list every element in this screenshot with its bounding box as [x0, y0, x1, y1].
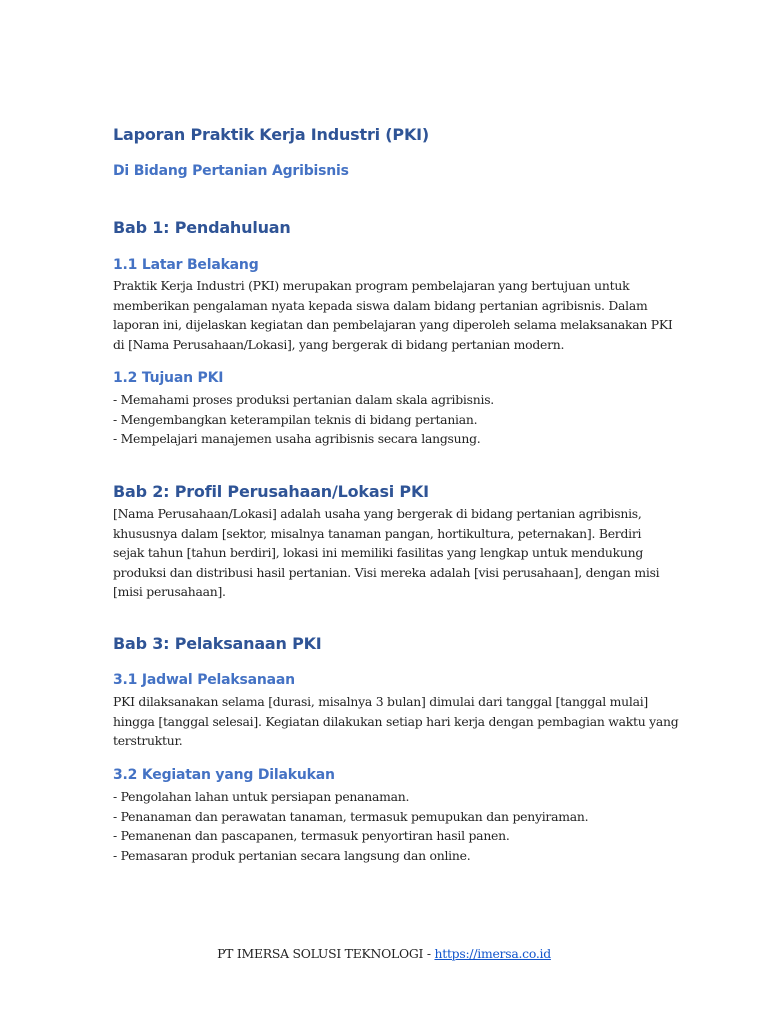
page-footer: [0, 946, 768, 961]
section-1-1-heading: 1.1 Latar Belakang: [113, 257, 259, 273]
section-1-2-list: [113, 390, 673, 449]
list-item: - Penanaman dan perawatan tanaman, termasuk pemupukan dan penyiraman.: [113, 808, 589, 824]
bab-2-paragraph: [113, 504, 673, 602]
section-3-2-list: [113, 787, 673, 865]
list-item: - Pengolahan lahan untuk persiapan penanaman.: [113, 789, 410, 804]
bab-2-heading: Bab 2: Profil Perusahaan/Lokasi PKI: [113, 482, 429, 501]
section-3-2-heading: 3.2 Kegiatan yang Dilakukan: [113, 767, 335, 783]
section-1-1-paragraph: [113, 276, 673, 354]
document-subtitle: Di Bidang Pertanian Agribisnis: [113, 163, 349, 179]
paragraph-line: hingga [tanggal selesai]. Kegiatan dilakukan setiap hari kerja dengan pembagian waktu yang: [113, 713, 679, 729]
list-item: - Mengembangkan keterampilan teknis di bidang pertanian.: [113, 411, 478, 427]
section-3-1-heading: 3.1 Jadwal Pelaksanaan: [113, 672, 295, 688]
paragraph-line: sejak tahun [tahun berdiri], lokasi ini memiliki fasilitas yang lengkap untuk mendukung: [113, 545, 644, 560]
paragraph-line: PKI dilaksanakan selama [durasi, misalnya 3 bulan] dimulai dari tanggal [tanggal mulai]: [113, 694, 649, 709]
list-item: - Pemasaran produk pertanian secara langsung dan online.: [113, 847, 471, 863]
footer-company: PT IMERSA SOLUSI TEKNOLOGI -: [217, 946, 435, 961]
paragraph-line: produksi dan distribusi hasil pertanian. Visi mereka adalah [visi perusahaan], dengan misi: [113, 564, 660, 580]
section-1-2-heading: 1.2 Tujuan PKI: [113, 370, 224, 386]
bab-3-heading: Bab 3: Pelaksanaan PKI: [113, 634, 322, 653]
paragraph-line: laporan ini, dijelaskan kegiatan dan pembelajaran yang diperoleh selama melaksanakan PKI: [113, 317, 673, 332]
paragraph-line: [Nama Perusahaan/Lokasi] adalah usaha yang bergerak di bidang pertanian agribisnis,: [113, 506, 642, 521]
footer-link[interactable]: https://imersa.co.id: [434, 946, 551, 961]
paragraph-line: memberikan pengalaman nyata kepada siswa dalam bidang pertanian agribisnis. Dalam: [113, 297, 648, 313]
paragraph-line: khususnya dalam [sektor, misalnya tanaman pangan, hortikultura, peternakan]. Berdiri: [113, 525, 642, 541]
list-item: - Memahami proses produksi pertanian dalam skala agribisnis.: [113, 392, 494, 407]
paragraph-line: Praktik Kerja Industri (PKI) merupakan program pembelajaran yang bertujuan untuk: [113, 278, 630, 293]
list-item: - Mempelajari manajemen usaha agribisnis secara langsung.: [113, 431, 481, 446]
document-title: Laporan Praktik Kerja Industri (PKI): [113, 125, 430, 144]
list-item: - Pemanenan dan pascapanen, termasuk penyortiran hasil panen.: [113, 828, 510, 843]
section-3-1-paragraph: [113, 692, 679, 751]
paragraph-line: terstruktur.: [113, 733, 183, 748]
bab-1-heading: Bab 1: Pendahuluan: [113, 218, 291, 237]
paragraph-line: di [Nama Perusahaan/Lokasi], yang bergerak di bidang pertanian modern.: [113, 336, 565, 352]
paragraph-line: [misi perusahaan].: [113, 584, 226, 599]
